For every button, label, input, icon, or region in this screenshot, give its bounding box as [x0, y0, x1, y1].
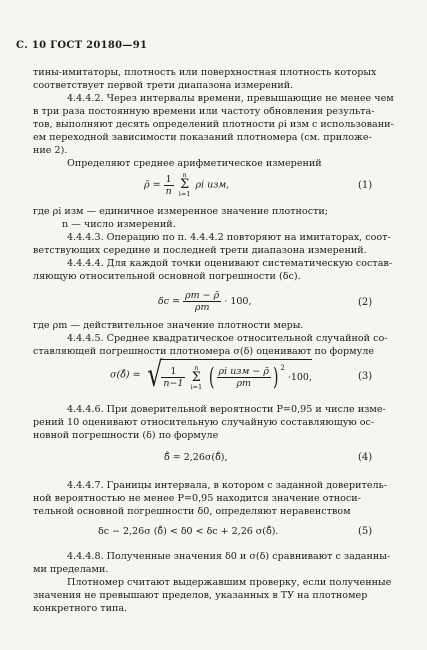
- text-line: 4.4.4.7. Границы интервала, в котором с заданной доверитель-: [67, 480, 388, 491]
- text-line: значения не превышают пределов, указанных в ТУ на плотномер: [33, 590, 368, 601]
- equation-number: (1): [358, 180, 373, 191]
- text-line: рений 10 оценивают относительную случайную составляющую ос-: [33, 417, 375, 428]
- formula-3: σ(δ̊) = √ $\frac{1}{n-1}$ n Σ i=1 ( $\frac{\text{ρi изм − ρ̄}}{\rho m}$ ) $^2$ ·100,: [110, 355, 313, 395]
- text-line: конкретного типа.: [33, 603, 128, 614]
- text-line: 4.4.4.6. При доверительной вероятности P=0,95 и числе изме-: [67, 404, 386, 415]
- text-line: 4.4.4.2. Через интервалы времени, превышающие не менее чем: [67, 93, 394, 104]
- text-line: новной погрешности (δ) по формуле: [33, 430, 219, 441]
- text-line: Плотномер считают выдержавшим проверку, если полученные: [67, 577, 392, 588]
- text-line: тельной основной погрешности δ0, определяют неравенством: [33, 506, 351, 517]
- equation-number: (2): [358, 297, 373, 308]
- text-line: Определяют среднее арифметическое измерений: [67, 158, 322, 169]
- formula-4: δ̊ = 2,26σ(δ̊),: [164, 452, 228, 463]
- text-line: ляющую относительной основной погрешности (δс).: [33, 271, 301, 282]
- equation-number: (3): [358, 371, 373, 382]
- text-line: ветствующих середине и последней трети диапазона измерений.: [33, 245, 367, 256]
- text-line: где ρm — действительное значение плотности меры.: [33, 320, 304, 331]
- text-line: 4.4.4.8. Полученные значения δ0 и σ(δ) сравнивают с заданны-: [67, 551, 391, 562]
- text-line: 4.4.4.4. Для каждой точки оценивают систематическую состав-: [67, 258, 393, 269]
- text-line: n — число измерений.: [62, 219, 176, 230]
- page-header: С. 10 ГОСТ 20180—91: [16, 40, 148, 51]
- formula-2: δс = $\frac{\rho m - \rhō}{\rho m}$ · 100,: [158, 290, 252, 313]
- text-line: ние 2).: [33, 145, 68, 156]
- text-line: ем переходной зависимости показаний плотномера (см. приложе-: [33, 132, 372, 143]
- text-line: 4.4.4.5. Среднее квадратическое относительной случайной со-: [67, 333, 388, 344]
- text-line: тины-имитаторы, плотность или поверхностная плотность которых: [33, 67, 377, 78]
- text-line: в три раза постоянную времени или частоту обновления результа-: [33, 106, 375, 117]
- equation-number: (5): [358, 526, 373, 537]
- text-line: где ρi изм — единичное измеренное значение плотности;: [33, 206, 329, 217]
- text-line: тов, выполняют десять определений плотности ρi изм с использовани-: [33, 119, 394, 130]
- formula-1: ρ̄ = $\frac{1}{n}$ n Σ i=1 ρi изм,: [144, 171, 230, 198]
- text-line: ной вероятностью не менее P=0,95 находится значение относи-: [33, 493, 361, 504]
- text-line: ставляющей погрешности плотномера σ(δ) оценивают по формуле: [33, 346, 374, 357]
- formula-5: δс − 2,26σ (δ̊) < δ0 < δс + 2,26 σ(δ̊).: [98, 526, 279, 537]
- text-line: соответствует первой трети диапазона измерений.: [33, 80, 294, 91]
- text-line: 4.4.4.3. Операцию по п. 4.4.4.2 повторяют на имитаторах, соот-: [67, 232, 391, 243]
- text-line: ми пределами.: [33, 564, 109, 575]
- equation-number: (4): [358, 452, 373, 463]
